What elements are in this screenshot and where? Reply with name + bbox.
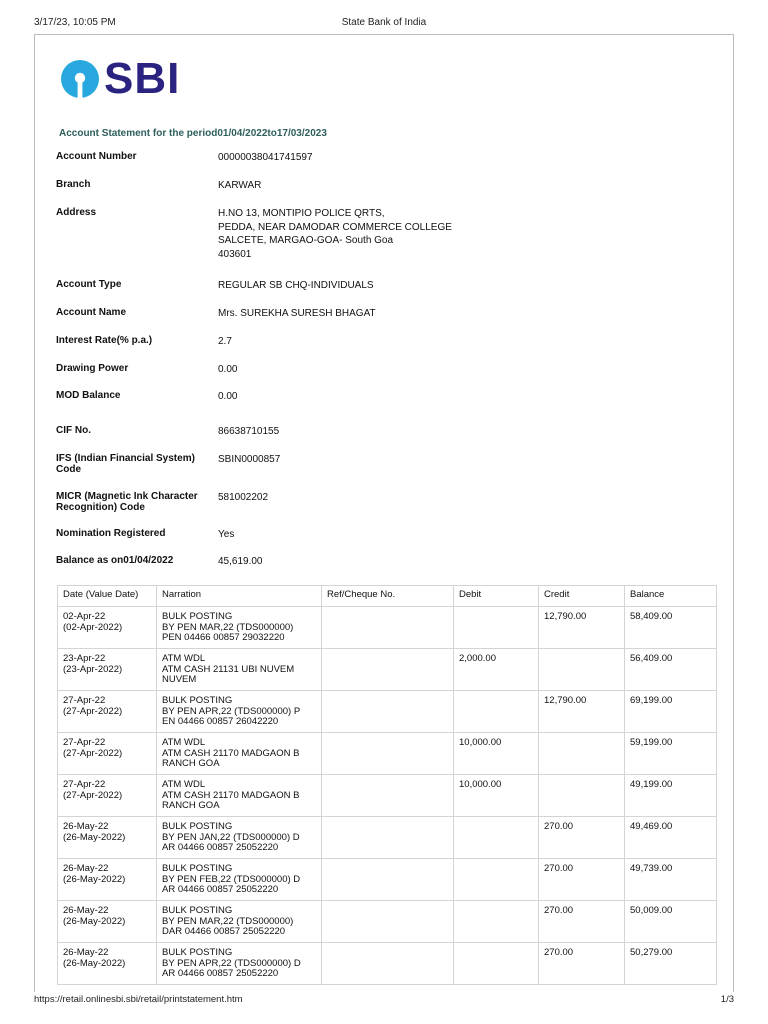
narration-cell-line: RANCH GOA [162,800,220,811]
info-value [218,279,518,293]
date-cell-line: (26-May-2022) [63,873,126,885]
info-value-line: PEDDA, NEAR DAMODAR COMMERCE COLLEGE [218,221,452,233]
info-label: Balance as on01/04/2022 [56,555,174,566]
print-title: State Bank of India [341,17,427,28]
ref-cheque-cell [322,943,454,985]
debit-cell [454,817,539,859]
info-value-line: 403601 [218,248,252,260]
date-cell-line: 26-May-22 [63,821,109,832]
balance-header: Balance [625,586,717,607]
date-cell-line: (27-Apr-2022) [63,789,123,801]
sbi-wordmark: SBI [104,54,181,103]
transaction-row [58,859,717,901]
info-value [218,179,518,193]
info-value-line: 581002202 [218,492,269,503]
transaction-row [58,691,717,733]
narration-cell-line: BULK POSTING [162,905,233,916]
transaction-row [58,943,717,985]
info-label: Interest Rate(% p.a.) [56,335,153,346]
transaction-row [58,775,717,817]
narration-cell [157,943,322,985]
info-value-line: 00000038041741597 [218,152,313,163]
balance-cell: 58,409.00 [625,607,717,649]
credit-header: Credit [539,586,625,607]
debit-cell [454,901,539,943]
narration-cell-line: BY PEN MAR,22 (TDS000000) [162,621,294,633]
balance-cell: 49,469.00 [625,817,717,859]
narration-cell-line: EN 04466 00857 26042220 [162,716,279,727]
credit-cell [539,733,625,775]
info-value [218,555,518,569]
info-label: Address [56,207,97,218]
print-header [34,17,734,31]
transaction-row [58,607,717,649]
info-value-line: SALCETE, MARGAO-GOA- South Goa [218,235,394,246]
ref-cheque-cell [322,775,454,817]
debit-cell [454,607,539,649]
debit-cell [454,859,539,901]
narration-cell-line: PEN 04466 00857 29032220 [162,632,285,643]
date-cell-line: 26-May-22 [63,863,109,874]
info-value-line: H.NO 13, MONTIPIO POLICE QRTS, [218,208,385,219]
info-value-line: Mrs. SUREKHA SURESH BHAGAT [218,308,376,319]
ref-cheque-cell [322,649,454,691]
credit-cell: 270.00 [539,943,625,985]
info-value-line: SBIN0000857 [218,454,281,465]
date-cell-line: 23-Apr-22 [63,653,106,664]
date-cell-line: 27-Apr-22 [63,779,106,790]
info-value [218,453,518,467]
info-label: Branch [56,179,91,190]
ref-cheque-header: Ref/Cheque No. [322,586,454,607]
ref-cheque-cell [322,859,454,901]
narration-cell-line: NUVEM [162,674,197,685]
info-value-line: 45,619.00 [218,556,263,567]
ref-cheque-cell [322,691,454,733]
date-cell [58,775,157,817]
narration-cell-line: BY PEN APR,22 (TDS000000) P [162,705,301,717]
info-value-line: 86638710155 [218,426,280,437]
info-label: Account Type [56,279,122,290]
transaction-row [58,733,717,775]
debit-cell: 2,000.00 [454,649,539,691]
narration-cell-line: BY PEN FEB,22 (TDS000000) D [162,873,301,885]
debit-cell [454,691,539,733]
transaction-row [58,901,717,943]
narration-cell-line: ATM CASH 21170 MADGAON B [162,789,300,801]
narration-cell [157,901,322,943]
date-cell-line: (26-May-2022) [63,831,126,843]
info-label: MOD Balance [56,390,121,401]
narration-cell-line: ATM WDL [162,779,206,790]
sbi-logo [60,54,181,103]
statement-page [34,34,734,992]
balance-cell: 50,009.00 [625,901,717,943]
ref-cheque-cell [322,901,454,943]
narration-cell-line: BY PEN APR,22 (TDS000000) D [162,957,301,969]
print-date: 3/17/23, 10:05 PM [34,17,116,28]
date-cell-line: 27-Apr-22 [63,695,106,706]
narration-cell-line: AR 04466 00857 25052220 [162,884,279,895]
credit-cell: 270.00 [539,859,625,901]
date-cell-line: (27-Apr-2022) [63,747,123,759]
transactions-table [57,585,717,985]
credit-cell: 270.00 [539,901,625,943]
date-cell-line: (26-May-2022) [63,915,126,927]
balance-cell: 69,199.00 [625,691,717,733]
info-value [218,207,518,261]
sbi-keyhole-icon [60,59,100,99]
credit-cell: 12,790.00 [539,607,625,649]
info-label: Drawing Power [56,363,129,374]
date-cell [58,691,157,733]
balance-cell: 50,279.00 [625,943,717,985]
narration-cell-line: BULK POSTING [162,695,233,706]
balance-cell: 59,199.00 [625,733,717,775]
balance-cell: 56,409.00 [625,649,717,691]
transaction-row [58,649,717,691]
ref-cheque-cell [322,607,454,649]
debit-cell: 10,000.00 [454,775,539,817]
date-cell [58,607,157,649]
date-cell [58,859,157,901]
narration-cell-line: BY PEN MAR,22 (TDS000000) [162,915,294,927]
credit-cell: 12,790.00 [539,691,625,733]
narration-cell [157,691,322,733]
info-label: MICR (Magnetic Ink Character Recognition) Code [56,491,198,513]
debit-cell: 10,000.00 [454,733,539,775]
transaction-row [58,817,717,859]
narration-cell-line: ATM WDL [162,653,206,664]
debit-header: Debit [454,586,539,607]
narration-cell-line: RANCH GOA [162,758,220,769]
ref-cheque-cell [322,733,454,775]
narration-cell [157,733,322,775]
credit-cell [539,775,625,817]
info-label: Account Name [56,307,127,318]
date-cell-line: (26-May-2022) [63,957,126,969]
ref-cheque-cell [322,817,454,859]
info-label: Nomination Registered [56,528,166,539]
info-value-line: 2.7 [218,336,232,347]
narration-cell-line: AR 04466 00857 25052220 [162,968,279,979]
info-value [218,425,518,439]
narration-cell-line: ATM CASH 21131 UBI NUVEM [162,663,295,675]
narration-header: Narration [157,586,322,607]
narration-cell [157,775,322,817]
narration-cell [157,859,322,901]
info-value [218,491,518,505]
info-value-line: REGULAR SB CHQ-INDIVIDUALS [218,280,374,291]
date-cell-line: 27-Apr-22 [63,737,106,748]
info-label: IFS (Indian Financial System) Code [56,453,195,475]
date-cell-line: 02-Apr-22 [63,611,106,622]
narration-cell-line: BULK POSTING [162,821,233,832]
narration-cell [157,817,322,859]
info-label: CIF No. [56,425,91,436]
info-value-line: KARWAR [218,180,262,191]
info-value [218,390,518,404]
narration-cell [157,607,322,649]
statement-period-title: Account Statement for the period01/04/2022to17/03/2023 [59,128,327,139]
date-cell-line: 26-May-22 [63,947,109,958]
narration-cell-line: AR 04466 00857 25052220 [162,842,279,853]
narration-cell-line: ATM CASH 21170 MADGAON B [162,747,300,759]
transactions-header-row [58,586,717,607]
page-number: 1/3 [720,994,734,1005]
debit-cell [454,943,539,985]
balance-cell: 49,199.00 [625,775,717,817]
info-value [218,335,518,349]
info-value [218,363,518,377]
info-value-line: Yes [218,529,235,540]
date-header: Date (Value Date) [58,586,157,607]
date-cell [58,943,157,985]
date-cell [58,901,157,943]
narration-cell-line: BULK POSTING [162,863,233,874]
narration-cell-line: ATM WDL [162,737,206,748]
info-label: Account Number [56,151,137,162]
date-cell [58,817,157,859]
narration-cell-line: DAR 04466 00857 25052220 [162,926,286,937]
info-value [218,528,518,542]
date-cell-line: 26-May-22 [63,905,109,916]
narration-cell [157,649,322,691]
date-cell-line: (02-Apr-2022) [63,621,123,633]
info-value [218,151,518,165]
info-value-line: 0.00 [218,391,238,402]
date-cell [58,649,157,691]
date-cell-line: (27-Apr-2022) [63,705,123,717]
credit-cell [539,649,625,691]
narration-cell-line: BULK POSTING [162,611,233,622]
narration-cell-line: BY PEN JAN,22 (TDS000000) D [162,831,300,843]
date-cell-line: (23-Apr-2022) [63,663,123,675]
narration-cell-line: BULK POSTING [162,947,233,958]
info-value-line: 0.00 [218,364,238,375]
info-value [218,307,518,321]
credit-cell: 270.00 [539,817,625,859]
date-cell [58,733,157,775]
balance-cell: 49,739.00 [625,859,717,901]
print-url: https://retail.onlinesbi.sbi/retail/printstatement.htm [34,994,243,1005]
